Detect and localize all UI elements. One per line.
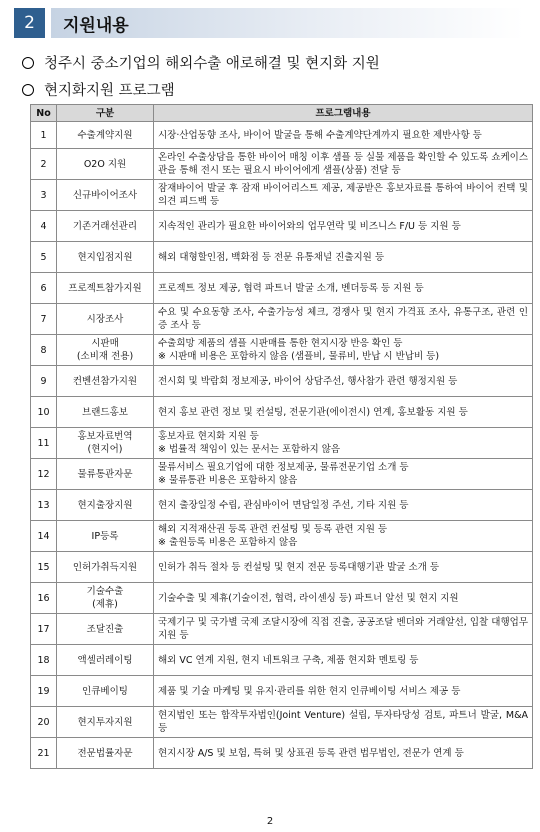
row-category [57, 366, 154, 397]
row-content [154, 304, 533, 335]
category-line: IP등록 [91, 530, 119, 542]
content-line: 수요 및 수요동향 조사, 수출가능성 체크, 경쟁사 및 현지 가격표 조사, 유통구조, 관련 인증 조사 등 [158, 307, 528, 331]
table-row [31, 738, 533, 769]
section-header [14, 8, 524, 38]
category-line: 전문법률자문 [77, 747, 133, 759]
row-content [154, 707, 533, 738]
table-header-row [31, 105, 533, 122]
column-header-no: No [31, 105, 57, 122]
table-row [31, 122, 533, 149]
row-content [154, 521, 533, 552]
page-number: 2 [266, 816, 274, 827]
row-number: 4 [31, 211, 57, 242]
bullet-text: 청주시 중소기업의 해외수출 애로해결 및 현지화 지원 [44, 56, 380, 72]
table-row [31, 366, 533, 397]
row-content [154, 211, 533, 242]
table-row [31, 428, 533, 459]
category-line: 홍보자료번역 [77, 431, 133, 442]
row-number: 8 [31, 335, 57, 366]
category-line: (소비재 전용) [76, 351, 134, 362]
row-number: 5 [31, 242, 57, 273]
section-number: 2 [14, 8, 45, 38]
category-line: 프로젝트참가지원 [68, 282, 142, 294]
bullet-item [22, 52, 380, 73]
circle-bullet-icon [22, 57, 34, 69]
row-category [57, 242, 154, 273]
content-line: 현지법인 또는 합작투자법인(Joint Venture) 설립, 투자타당성 검토, 파트너 발굴, M&A 등 [158, 710, 528, 734]
bullet-item [22, 79, 175, 100]
category-line: 시판매 [91, 338, 119, 349]
row-category [57, 428, 154, 459]
row-content [154, 490, 533, 521]
row-content [154, 428, 533, 459]
row-category [57, 273, 154, 304]
row-number: 10 [31, 397, 57, 428]
row-category [57, 397, 154, 428]
category-line: 현지입점지원 [77, 251, 133, 263]
row-number: 19 [31, 676, 57, 707]
content-line: 전시회 및 박람회 정보제공, 바이어 상담주선, 행사참가 관련 행정지원 등 [158, 375, 458, 387]
category-line: 현지투자지원 [77, 716, 133, 728]
category-line: (제휴) [92, 599, 118, 610]
table-row [31, 583, 533, 614]
section-title: 지원내용 [51, 8, 524, 38]
row-category [57, 335, 154, 366]
content-line: 현지시장 A/S 및 보험, 특허 및 상표권 등록 관련 법무법인, 전문가 연계 등 [158, 747, 464, 759]
row-category [57, 211, 154, 242]
row-number: 2 [31, 149, 57, 180]
row-content [154, 645, 533, 676]
row-category [57, 180, 154, 211]
table-row [31, 149, 533, 180]
content-line: 국제기구 및 국가별 국제 조달시장에 직접 진출, 공공조달 벤더와 거래알선, 입찰 대행업무 지원 등 [158, 617, 528, 641]
table-row [31, 490, 533, 521]
table-row [31, 614, 533, 645]
row-category [57, 707, 154, 738]
row-number: 1 [31, 122, 57, 149]
row-number: 17 [31, 614, 57, 645]
content-line: 홍보자료 현지화 지원 등 [158, 431, 259, 442]
row-content [154, 149, 533, 180]
table-row [31, 676, 533, 707]
row-content [154, 614, 533, 645]
table-row [31, 335, 533, 366]
category-line: 브랜드홍보 [82, 406, 128, 418]
row-number: 18 [31, 645, 57, 676]
table-row [31, 552, 533, 583]
content-line: ※ 물류통관 비용은 포함하지 않음 [158, 475, 298, 486]
category-line: 기술수출 [86, 586, 124, 597]
content-line: 지속적인 관리가 필요한 바이어와의 업무연락 및 비즈니스 F/U 등 지원 등 [158, 220, 461, 232]
row-content [154, 273, 533, 304]
row-number: 20 [31, 707, 57, 738]
table-row [31, 242, 533, 273]
category-line: 컨벤션참가지원 [72, 375, 138, 387]
content-line: 잠재바이어 발굴 후 잠재 바이어리스트 제공, 제공받은 홍보자료를 통하여 바이어 컨택 및 의견 피드백 등 [158, 183, 528, 207]
row-number: 12 [31, 459, 57, 490]
row-content [154, 242, 533, 273]
table-row [31, 521, 533, 552]
content-line: ※ 시판매 비용은 포함하지 않음 (샘플비, 물류비, 반납 시 반납비 등) [158, 351, 440, 362]
row-number: 14 [31, 521, 57, 552]
row-content [154, 122, 533, 149]
row-number: 9 [31, 366, 57, 397]
table-row [31, 459, 533, 490]
row-category [57, 149, 154, 180]
category-line: 인큐베이팅 [82, 685, 128, 697]
content-line: 시장·산업동향 조사, 바이어 발굴을 통해 수출계약단계까지 필요한 제반사항 등 [158, 129, 482, 141]
content-line: 해외 지적재산권 등록 관련 컨설팅 및 등록 관련 지원 등 [158, 524, 388, 535]
table-row [31, 304, 533, 335]
row-category [57, 645, 154, 676]
bullet-text: 현지화지원 프로그램 [44, 83, 175, 99]
category-line: 액셀러레이팅 [77, 654, 133, 666]
category-line: 시장조사 [86, 313, 124, 325]
row-category [57, 459, 154, 490]
content-line: ※ 출원등록 비용은 포함하지 않음 [158, 537, 298, 548]
row-number: 21 [31, 738, 57, 769]
content-line: ※ 법률적 책임이 있는 문서는 포함하지 않음 [158, 444, 341, 455]
row-number: 11 [31, 428, 57, 459]
row-category [57, 583, 154, 614]
content-line: 기술수출 및 제휴(기술이전, 협력, 라이센싱 등) 파트너 알선 및 현지 지원 [158, 592, 459, 604]
column-header-category: 구분 [57, 105, 154, 122]
row-content [154, 459, 533, 490]
row-category [57, 122, 154, 149]
row-category [57, 521, 154, 552]
category-line: 기존거래선관리 [72, 220, 138, 232]
row-number: 6 [31, 273, 57, 304]
table-row [31, 645, 533, 676]
row-category [57, 676, 154, 707]
content-line: 현지 출장일정 수립, 관심바이어 면담일정 주선, 기타 지원 등 [158, 499, 409, 511]
table-row [31, 707, 533, 738]
content-line: 해외 대형할인점, 백화점 등 전문 유통채널 진출지원 등 [158, 251, 385, 263]
row-category [57, 614, 154, 645]
row-category [57, 304, 154, 335]
content-line: 현지 홍보 관련 정보 및 컨설팅, 전문기관(에이전시) 연계, 홍보활동 지원 등 [158, 406, 468, 418]
row-number: 3 [31, 180, 57, 211]
row-content [154, 552, 533, 583]
category-line: 조달진출 [86, 623, 124, 635]
content-line: 프로젝트 정보 제공, 협력 파트너 발굴 소개, 벤더등록 등 지원 등 [158, 282, 424, 294]
category-line: (현지어) [87, 444, 123, 455]
row-content [154, 180, 533, 211]
row-number: 16 [31, 583, 57, 614]
circle-bullet-icon [22, 84, 34, 96]
category-line: 신규바이어조사 [72, 189, 138, 201]
content-line: 인허가 취득 절차 등 컨설팅 및 현지 전문 등록대행기관 발굴 소개 등 [158, 561, 439, 573]
content-line: 수출희망 제품의 샘플 시판매를 통한 현지시장 반응 확인 등 [158, 338, 403, 349]
row-content [154, 583, 533, 614]
row-content [154, 738, 533, 769]
table-row [31, 211, 533, 242]
category-line: O2O 지원 [83, 158, 127, 170]
row-number: 15 [31, 552, 57, 583]
row-number: 7 [31, 304, 57, 335]
row-category [57, 738, 154, 769]
program-table [30, 104, 533, 769]
content-line: 제품 및 기술 마케팅 및 유지·관리를 위한 현지 인큐베이팅 서비스 제공 등 [158, 685, 461, 697]
row-category [57, 490, 154, 521]
row-content [154, 366, 533, 397]
row-content [154, 397, 533, 428]
category-line: 인허가취득지원 [72, 561, 138, 573]
table-row [31, 273, 533, 304]
row-content [154, 335, 533, 366]
category-line: 수출계약지원 [77, 129, 133, 141]
category-line: 물류통관자문 [77, 468, 133, 480]
content-line: 해외 VC 연계 지원, 현지 네트워크 구축, 제품 현지화 멘토링 등 [158, 654, 419, 666]
column-header-content: 프로그램내용 [154, 105, 533, 122]
row-category [57, 552, 154, 583]
category-line: 현지출장지원 [77, 499, 133, 511]
content-line: 온라인 수출상담을 통한 바이어 매칭 이후 샘플 등 실물 제품을 확인할 수 있도록 쇼케이스관을 통해 전시 또는 필요시 바이어에게 샘플(상품) 전달 등 [158, 152, 528, 176]
table-row [31, 397, 533, 428]
row-content [154, 676, 533, 707]
content-line: 물류서비스 필요기업에 대한 정보제공, 물류전문기업 소개 등 [158, 462, 409, 473]
row-number: 13 [31, 490, 57, 521]
table-row [31, 180, 533, 211]
